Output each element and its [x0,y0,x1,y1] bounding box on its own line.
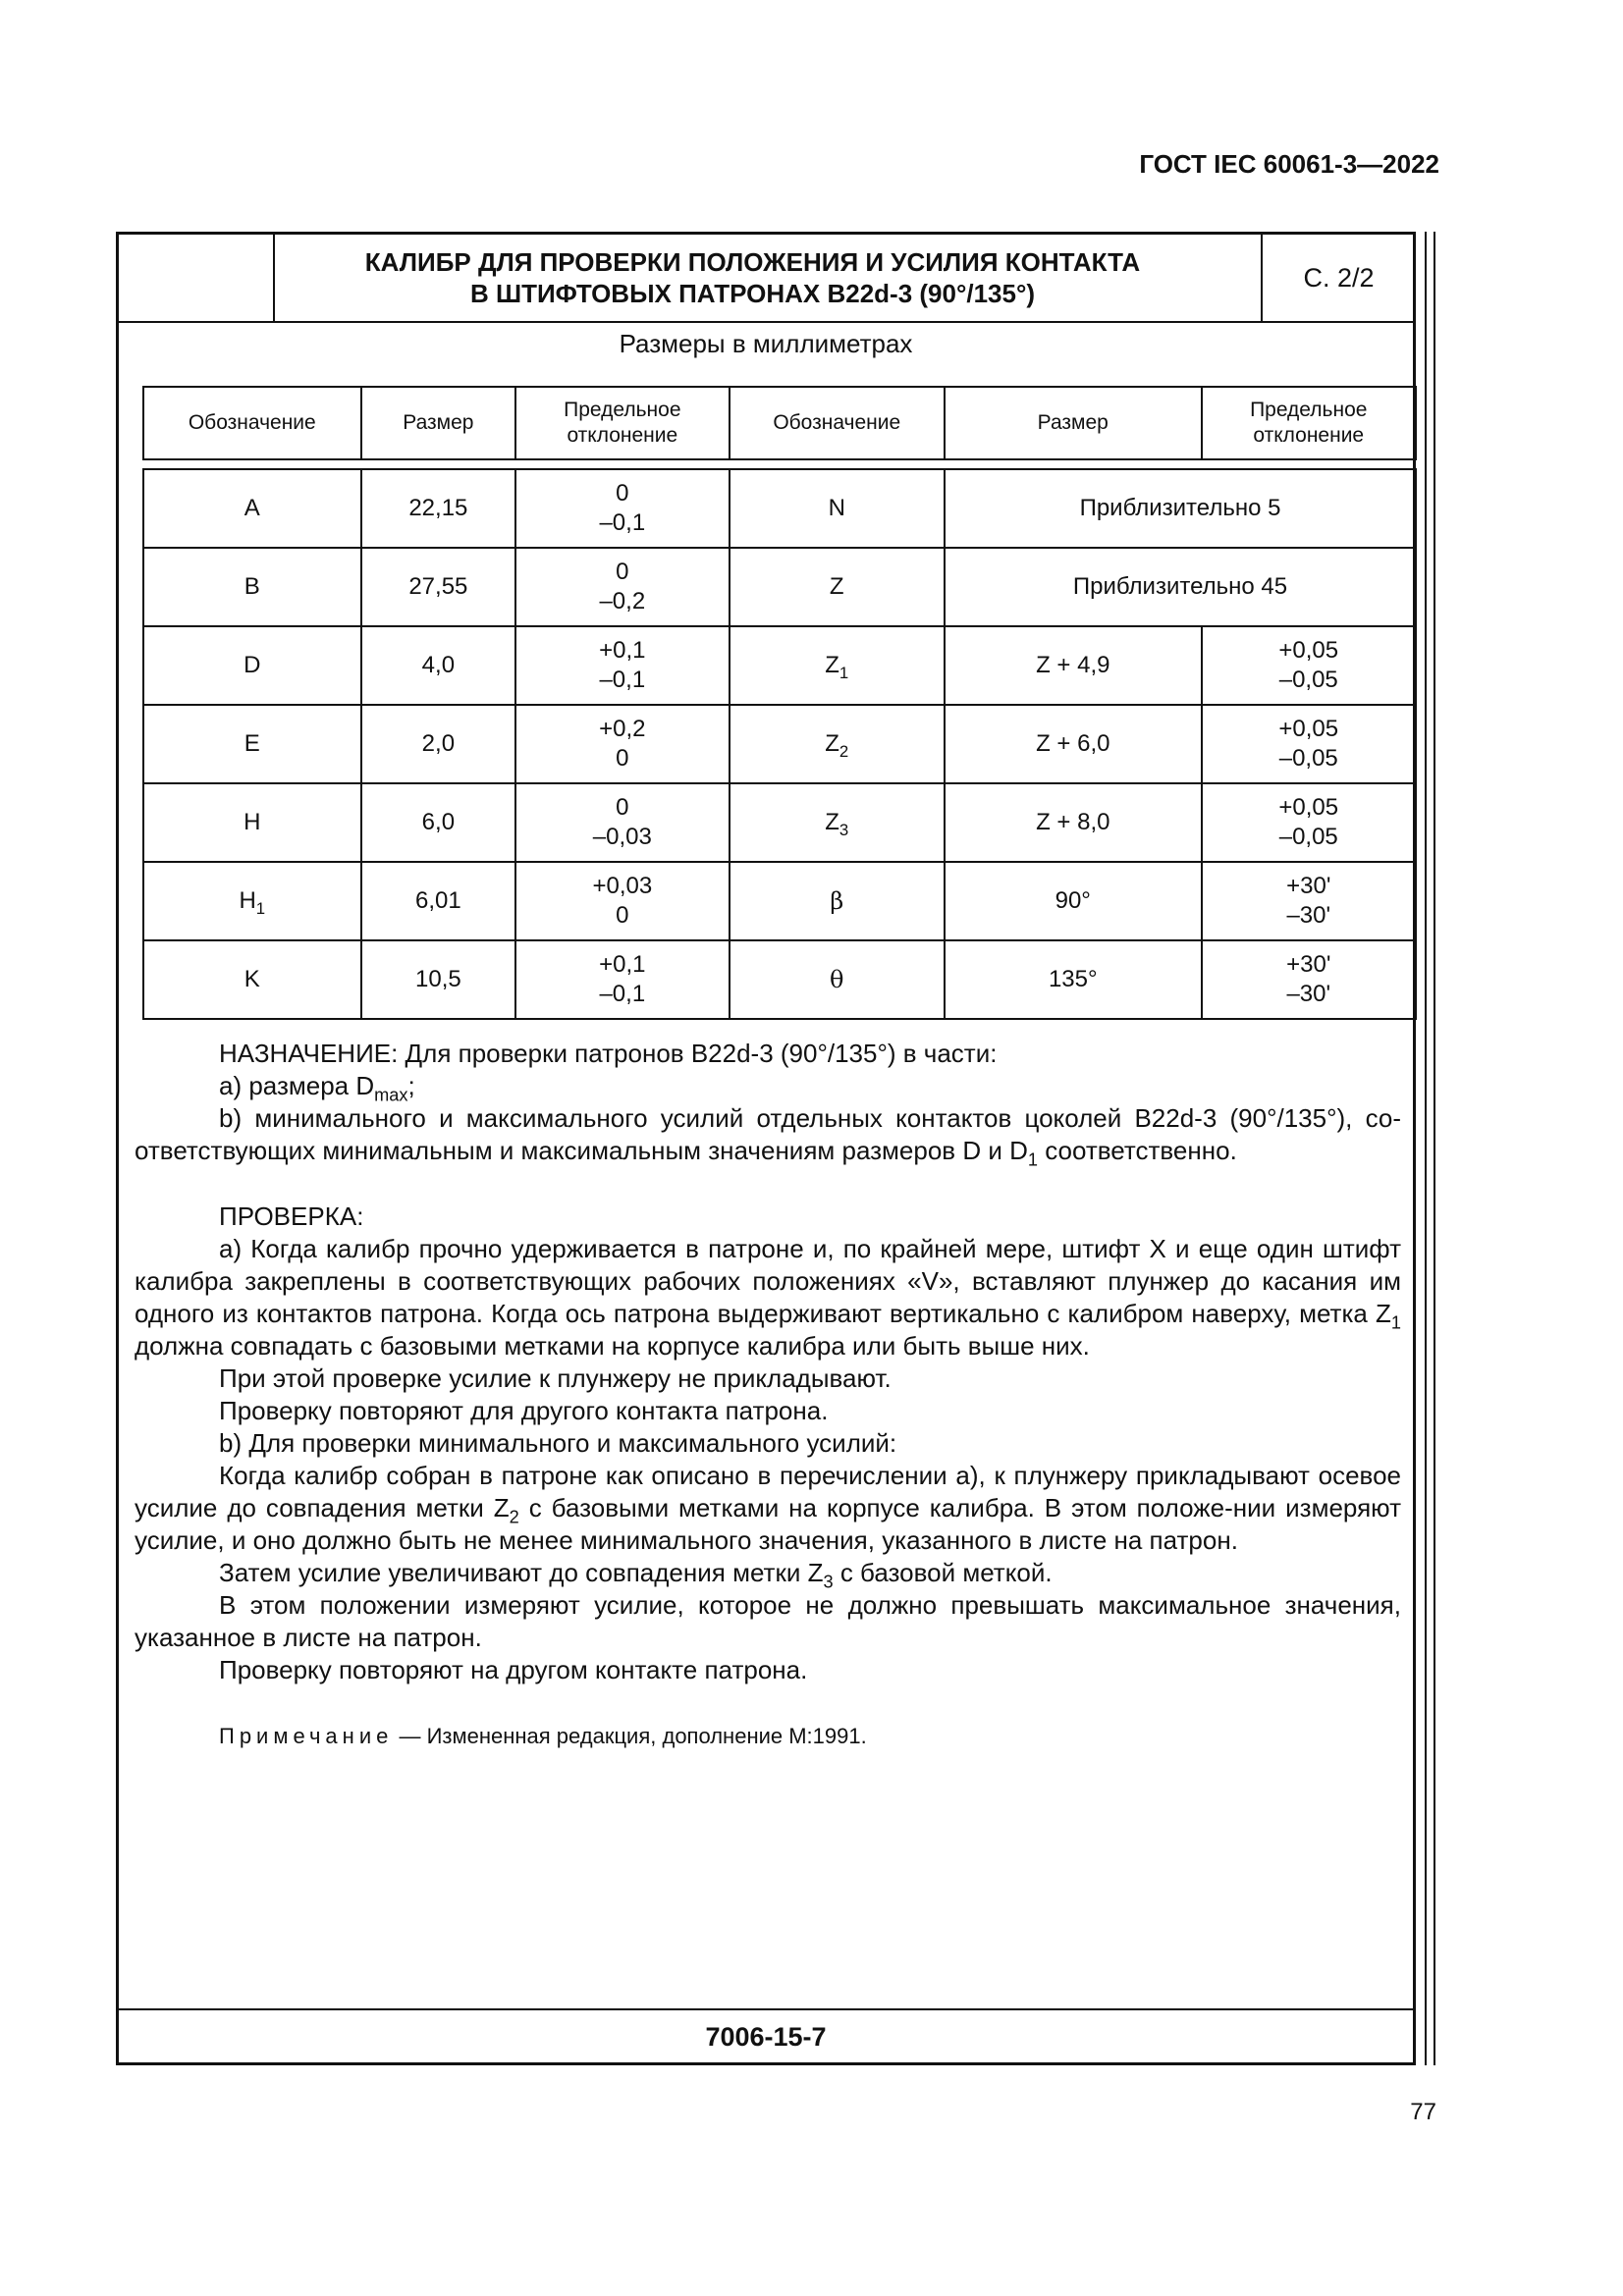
designation-cell [730,626,946,705]
check-item-a [135,1233,1401,1362]
symbol-subscript: 1 [839,663,849,682]
document-code: ГОСТ IEC 60061-3—2022 [1139,149,1439,179]
table-row [143,862,1416,940]
text-run: соответственно. [1038,1136,1237,1165]
frame-double-line [1434,232,1435,2065]
frame-double-line [1425,232,1427,2065]
lower-tol: –0,1 [599,981,646,1007]
upper-tol: +0,2 [599,716,646,742]
lower-tol: –0,1 [599,509,646,536]
symbol: Z [825,730,839,757]
size-cell: 6,01 [361,862,516,940]
sheet-title [275,235,1378,321]
header-size-2: Размер [945,387,1202,459]
designation-cell: D [143,626,361,705]
upper-tol: 0 [616,559,629,585]
check-paragraph [135,1557,1401,1592]
sheet-header [119,235,1413,323]
designation-cell: K [143,940,361,1019]
symbol-subscript: 2 [839,741,849,761]
designation-cell: θ [730,940,946,1019]
check-paragraph: Проверку повторяют для другого контакта патрона. [219,1396,829,1425]
size-cell: Приблизительно 45 [945,548,1416,626]
designation-cell: Z [730,548,946,626]
table-row [143,783,1416,862]
upper-tol: +0,1 [599,637,646,664]
lower-tol: 0 [616,902,629,929]
upper-tol: 0 [616,480,629,507]
spacer [135,1167,1401,1201]
upper-tol: +0,03 [592,873,653,899]
tolerance-cell [515,626,729,705]
text-run: с базовой меткой. [833,1558,1053,1587]
header-size-1: Размер [361,387,516,459]
tolerance-cell [515,705,729,783]
table-row [143,548,1416,626]
lower-tol: –30' [1286,902,1331,929]
designation-cell [730,705,946,783]
symbol: Z [825,652,839,678]
size-cell: 135° [945,940,1202,1019]
tolerance-cell [1202,862,1416,940]
designation-cell: B [143,548,361,626]
subscript: 1 [1027,1149,1038,1170]
check-paragraph: При этой проверке усилие к плунжеру не прикладывают. [219,1363,892,1393]
lower-tol: –0,05 [1278,745,1338,772]
size-cell: 90° [945,862,1202,940]
size-cell: 2,0 [361,705,516,783]
note [135,1720,1401,1752]
sheet-frame [116,232,1416,2065]
text-run: a) размера D [219,1071,375,1100]
subscript: max [374,1085,408,1105]
gap-cell [143,459,1416,469]
header-tolerance-1: Предельное отклонение [515,387,729,459]
check-heading: ПРОВЕРКА: [219,1201,364,1231]
size-cell: Z + 4,9 [945,626,1202,705]
designation-cell [143,862,361,940]
tolerance-cell [515,783,729,862]
purpose-heading: НАЗНАЧЕНИЕ: Для проверки патронов B22d-3 (90°/135°) в части: [219,1039,998,1068]
lower-tol: –0,1 [599,667,646,693]
lower-tol: –30' [1286,981,1331,1007]
lower-tol: –0,03 [592,824,652,850]
note-label: Примечание [219,1724,394,1748]
purpose-item-b [135,1102,1401,1170]
tolerance-cell [1202,705,1416,783]
table-row [143,626,1416,705]
table-row [143,705,1416,783]
upper-tol: +0,05 [1278,637,1339,664]
text-run: a) Когда калибр прочно удерживается в патроне и, по крайней мере, штифт X и еще один штифт калибра закреплены в соответствующих рабочих положениях «V», вставляют плунжер до касания им одного из контактов патрона. Когда ось патрона выдерживают вертикально с калибром наверху, метка Z [135,1234,1401,1328]
subscript: 2 [509,1507,519,1527]
check-paragraph: В этом положении измеряют усилие, которое не должно превышать максимальное значения, указанное в листе на патрон. [135,1590,1401,1652]
tolerance-cell [1202,626,1416,705]
page-number: 77 [1410,2099,1436,2125]
header-designation-1: Обозначение [143,387,361,459]
designation-cell: A [143,469,361,548]
header-designation-2: Обозначение [730,387,946,459]
size-cell: Z + 8,0 [945,783,1202,862]
check-item-b: b) Для проверки минимального и максимального усилий: [219,1428,897,1458]
tolerance-cell [515,940,729,1019]
upper-tol: +30' [1286,873,1331,899]
upper-tol: +0,05 [1278,716,1339,742]
note-text: — Измененная редакция, дополнение M:1991. [393,1724,867,1748]
header-tolerance-2: Предельное отклонение [1202,387,1416,459]
size-cell: Z + 6,0 [945,705,1202,783]
subscript: 1 [1390,1312,1401,1333]
designation-cell: E [143,705,361,783]
text-run: ; [407,1071,415,1100]
designation-cell: H [143,783,361,862]
lower-tol: –0,05 [1278,824,1338,850]
purpose-item-a [135,1070,1401,1105]
lower-tol: 0 [616,745,629,772]
tolerance-cell [515,469,729,548]
size-cell: 22,15 [361,469,516,548]
designation-cell: N [730,469,946,548]
designation-cell [730,783,946,862]
upper-tol: +0,05 [1278,794,1339,821]
symbol: Z [825,809,839,835]
text-run: должна совпадать с базовыми метками на корпусе калибра или быть выше них. [135,1331,1090,1361]
tolerance-cell [1202,783,1416,862]
symbol-subscript: 3 [839,820,849,839]
check-paragraph [135,1460,1401,1557]
lower-tol: –0,2 [599,588,646,614]
upper-tol: +30' [1286,951,1331,978]
size-cell: 27,55 [361,548,516,626]
sheet-title-line1: КАЛИБР ДЛЯ ПРОВЕРКИ ПОЛОЖЕНИЯ И УСИЛИЯ КОНТАКТА [364,247,1141,277]
body-text [135,1038,1401,1752]
tolerance-cell [515,862,729,940]
size-cell: Приблизительно 5 [945,469,1416,548]
subscript: 3 [823,1572,834,1592]
size-cell: 6,0 [361,783,516,862]
units-caption: Размеры в миллиметрах [619,329,913,358]
table-gap-row [143,459,1416,469]
text-run: Когда калибр собран в патроне как описано в перечислении a), к плунжеру прикладывают осевое усилие до совпадения метки Z [135,1461,1401,1522]
sheet-number: С. 2/2 [1261,235,1415,321]
table-row [143,469,1416,548]
header-blank-cell [119,235,275,321]
text-run: с базовыми метками на корпусе калибра. В этом положе-нии измеряют усилие, и оно должно быть не менее минимального значения, указанного в листе на патрон. [135,1493,1401,1555]
dimensions-table [142,386,1417,1020]
symbol-subscript: 1 [255,898,266,918]
text-run: Затем усилие увеличивают до совпадения метки Z [219,1558,824,1587]
tolerance-cell [515,548,729,626]
sheet-title-line2: В ШТИФТОВЫХ ПАТРОНАХ B22d-3 (90°/135°) [469,279,1036,308]
tolerance-cell [1202,940,1416,1019]
designation-cell: β [730,862,946,940]
size-cell: 4,0 [361,626,516,705]
sheet-footer-code: 7006-15-7 [119,2008,1413,2064]
check-paragraph: Проверку повторяют на другом контакте патрона. [219,1655,808,1684]
table-header-row [143,387,1416,459]
upper-tol: 0 [616,794,629,821]
size-cell: 10,5 [361,940,516,1019]
symbol: H [239,887,256,914]
text-run: b) минимального и максимального усилий отдельных контактов цоколей B22d-3 (90°/135°), со-ответствующих минимальным и максимальным значениям размеров D и D [135,1103,1401,1165]
table-row [143,940,1416,1019]
lower-tol: –0,05 [1278,667,1338,693]
upper-tol: +0,1 [599,951,646,978]
